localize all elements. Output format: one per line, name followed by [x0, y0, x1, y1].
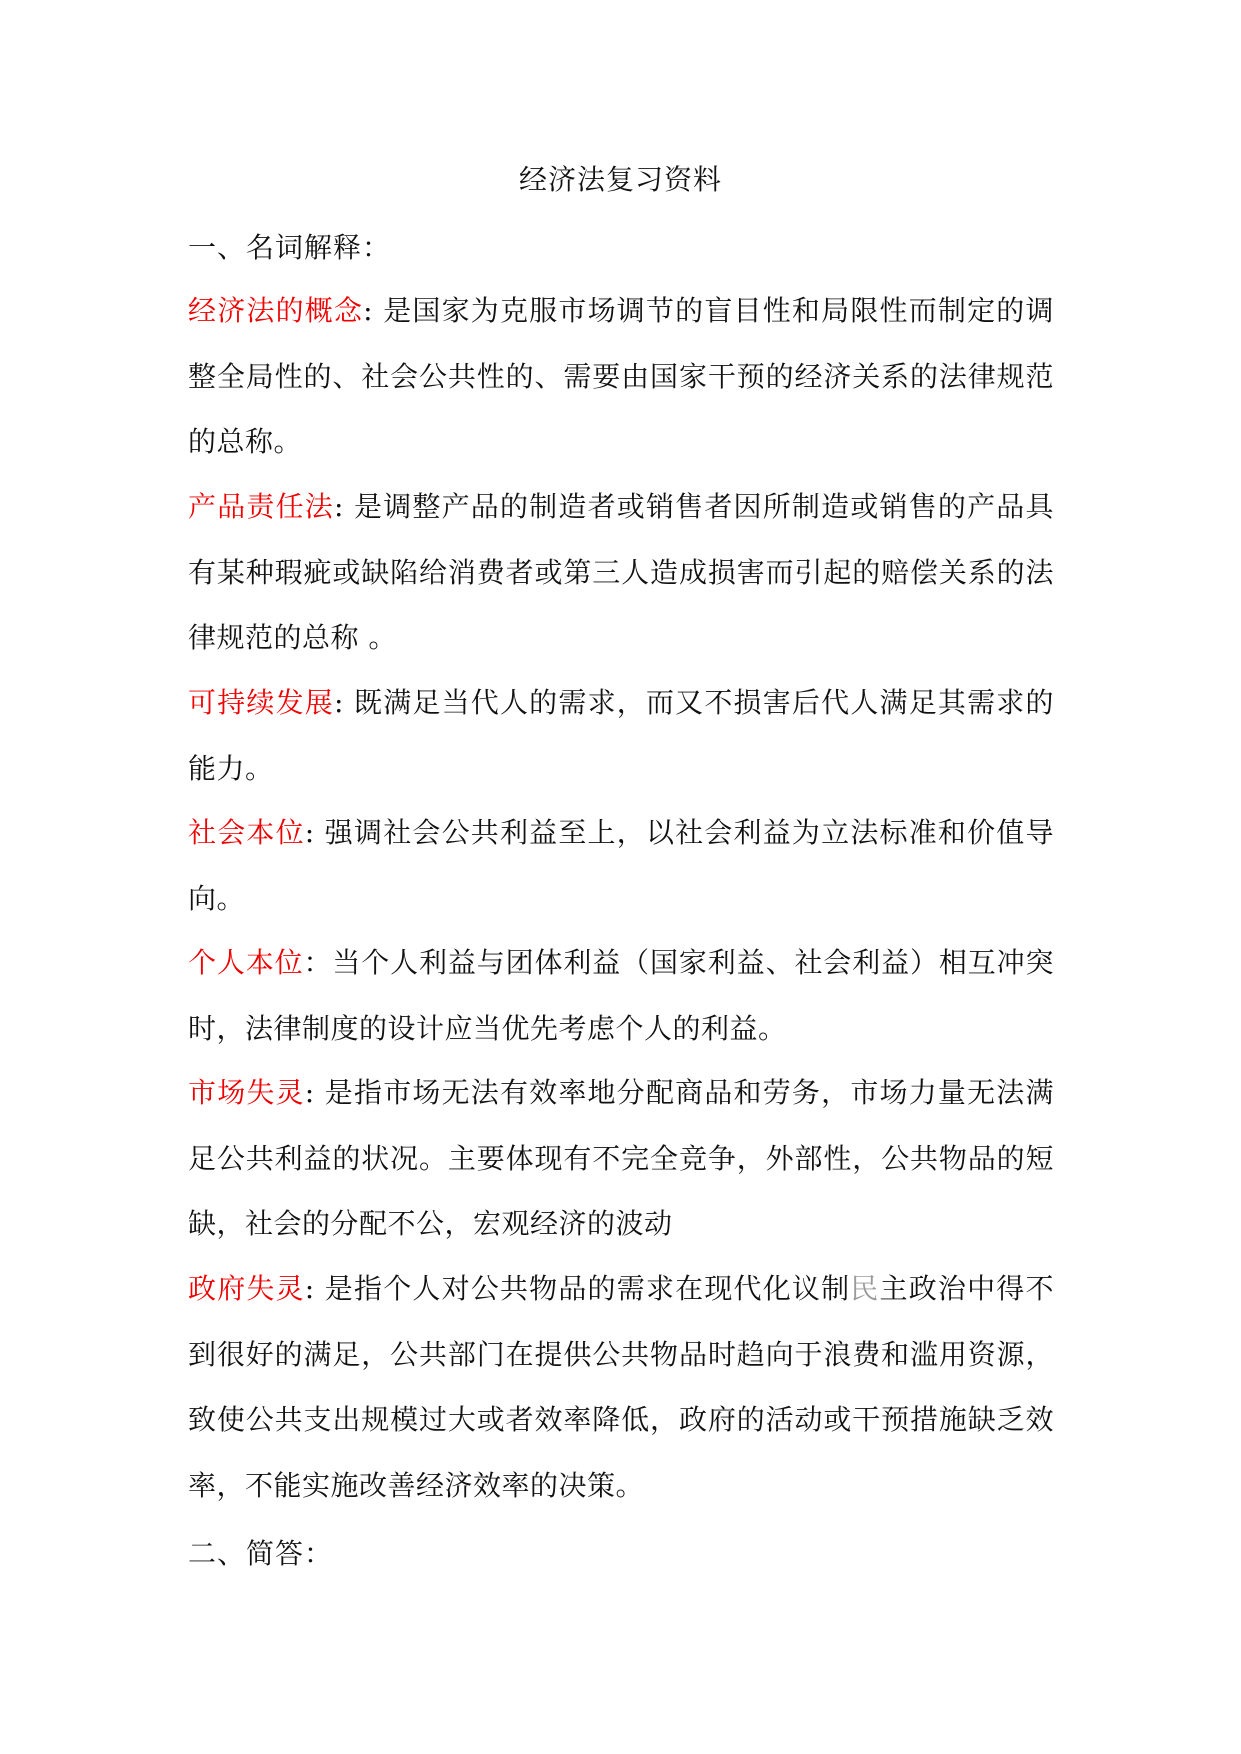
section-heading-short-answers: 二、简答： — [188, 1537, 334, 1570]
definition-government-failure — [188, 1256, 1054, 1518]
definition-text-after: 主政治中得不到很好的满足，公共部门在提供公共物品时趋向于浪费和滥用资源，致使公共支出规模过大或者效率降低，政府的活动或干预措施缺乏效率，不能实施改善经济效率的决策。 — [188, 1272, 1054, 1502]
definition-text: : 强调社会公共利益至上，以社会利益为立法标准和价值导向。 — [188, 816, 1054, 915]
definition-term: 可持续发展 — [188, 686, 334, 719]
definition-text: ：当个人利益与团体利益（国家利益、社会利益）相互冲突时，法律制度的设计应当优先考虑个人的利益。 — [188, 946, 1054, 1045]
faint-character: 民 — [850, 1272, 880, 1305]
definition-text: : 是指市场无法有效率地分配商品和劳务，市场力量无法满足公共利益的状况。主要体现有不完全竞争，外部性，公共物品的短缺，社会的分配不公，宏观经济的波动 — [188, 1076, 1054, 1240]
definition-text: : 是国家为克服市场调节的盲目性和局限性而制定的调整全局性的、社会公共性的、需要由国家干预的经济关系的法律规范的总称。 — [188, 294, 1054, 458]
definition-text: : 是调整产品的制造者或销售者因所制造或销售的产品具有某种瑕疵或缺陷给消费者或第三人造成损害而引起的赔偿关系的法律规范的总称 。 — [188, 490, 1054, 654]
definition-economic-law — [188, 278, 1054, 475]
definition-term: 市场失灵 — [188, 1076, 305, 1109]
definition-term: 产品责任法 — [188, 490, 334, 523]
definition-term: 经济法的概念 — [188, 294, 364, 327]
definition-text-before: : 是指个人对公共物品的需求在现代化议制 — [304, 1272, 851, 1305]
definition-text: : 既满足当代人的需求，而又不损害后代人满足其需求的能力。 — [188, 686, 1054, 785]
definition-market-failure — [188, 1060, 1054, 1257]
section-heading-definitions: 一、名词解释： — [188, 231, 392, 264]
definition-term: 政府失灵 — [188, 1272, 305, 1305]
document-title: 经济法复习资料 — [518, 163, 722, 196]
definition-social-standard — [188, 800, 1054, 931]
definition-term: 个人本位 — [188, 946, 304, 979]
definition-product-liability-law — [188, 474, 1054, 671]
definition-term: 社会本位 — [188, 816, 305, 849]
definition-individual-standard — [188, 930, 1054, 1061]
definition-sustainable-development — [188, 670, 1054, 801]
